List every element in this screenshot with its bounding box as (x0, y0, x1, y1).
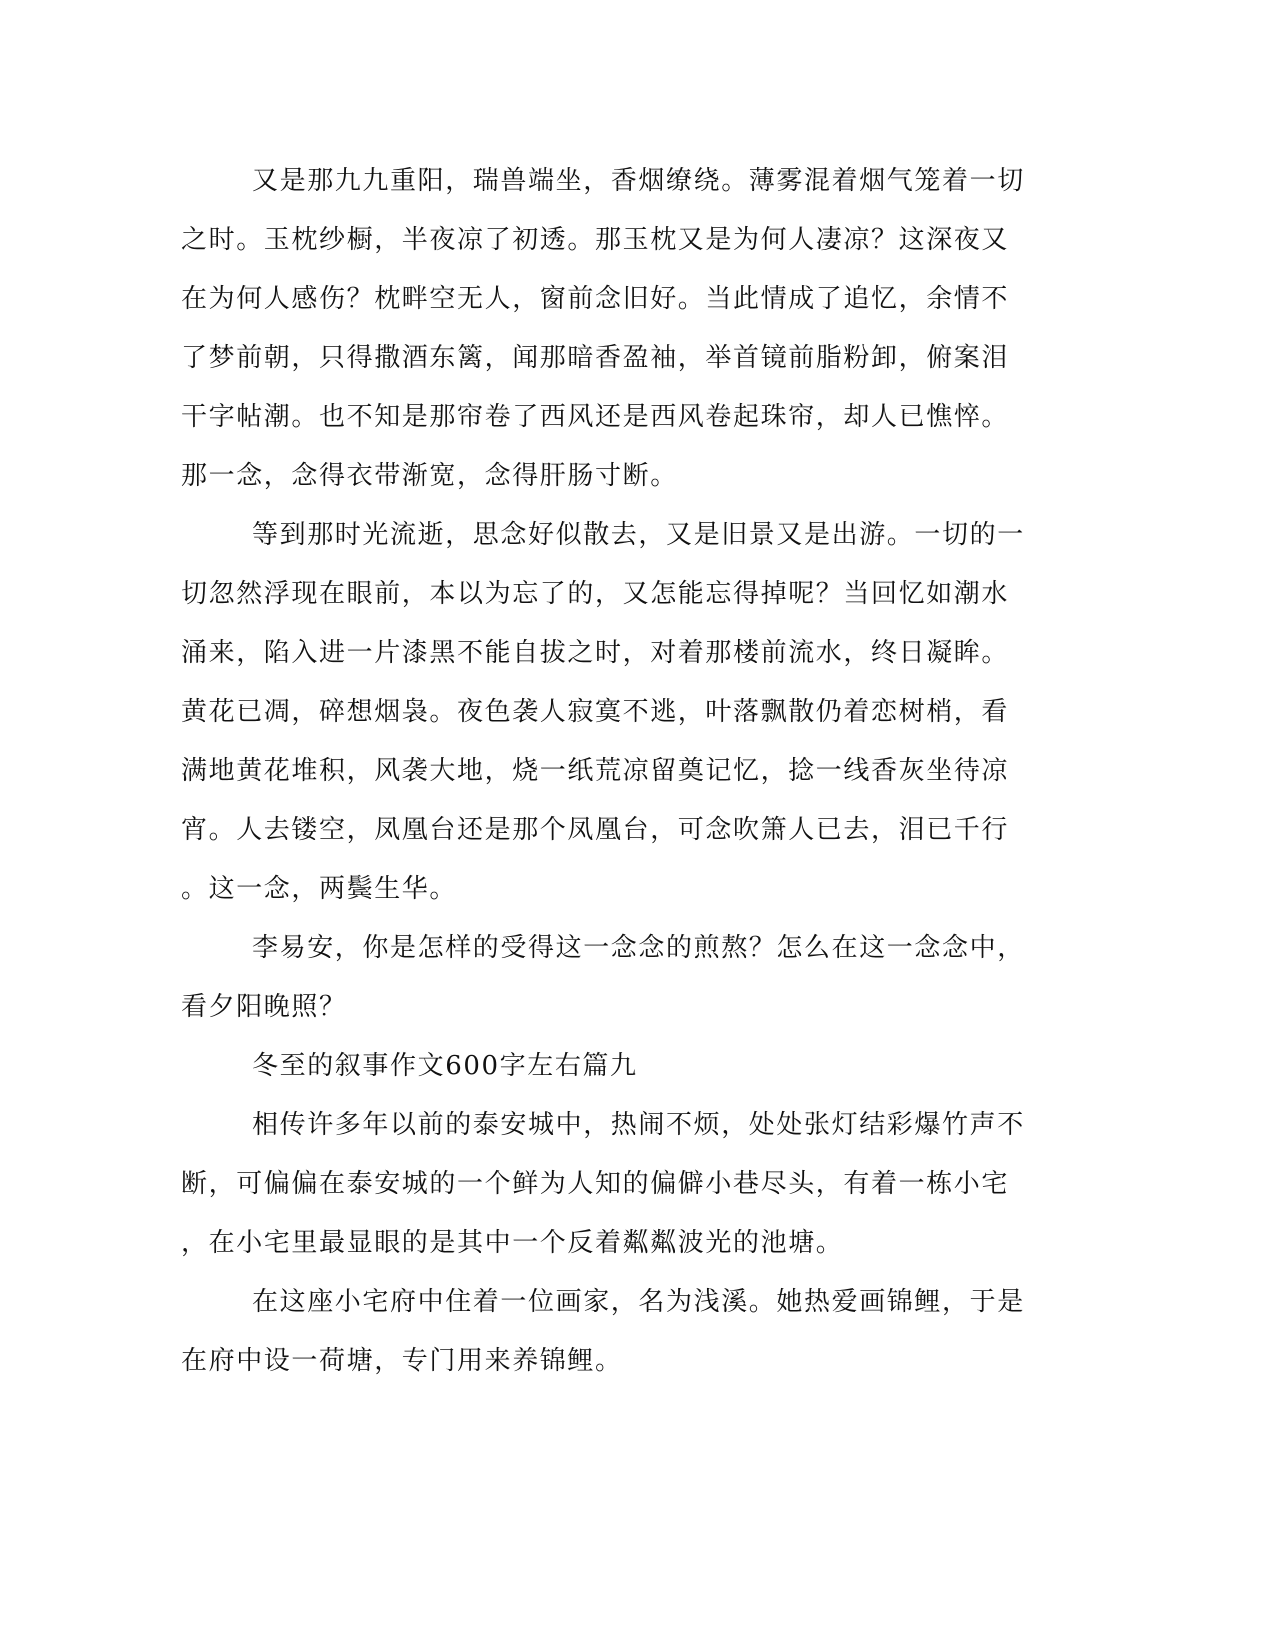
text-line: 了梦前朝，只得撒酒东篱，闻那暗香盈袖，举首镜前脂粉卸，俯案泪 (181, 343, 1010, 373)
text-line: 等到那时光流逝，思念好似散去，又是旧景又是出游。一切的一 (252, 520, 1025, 550)
text-line: 断，可偏偏在泰安城的一个鲜为人知的偏僻小巷尽头，有着一栋小宅 (181, 1169, 1010, 1199)
text-line: 涌来，陷入进一片漆黑不能自拔之时，对着那楼前流水，终日凝眸。 (181, 638, 1010, 668)
text-line: 李易安，你是怎样的受得这一念念的煎熬？怎么在这一念念中， (252, 933, 1025, 963)
text-line: 在府中设一荷塘，专门用来养锦鲤。 (181, 1346, 623, 1376)
section-heading: 冬至的叙事作文600字左右篇九 (252, 1051, 638, 1081)
text-line: 满地黄花堆积，风袭大地，烧一纸荒凉留奠记忆，捻一线香灰坐待凉 (181, 756, 1010, 786)
text-line: 。这一念，两鬓生华。 (181, 874, 458, 904)
text-line: 又是那九九重阳，瑞兽端坐，香烟缭绕。薄雾混着烟气笼着一切 (252, 166, 1025, 196)
text-line: 之时。玉枕纱橱，半夜凉了初透。那玉枕又是为何人凄凉？这深夜又 (181, 225, 1010, 255)
text-line: 相传许多年以前的泰安城中，热闹不烦，处处张灯结彩爆竹声不 (252, 1110, 1025, 1140)
text-line: 看夕阳晚照？ (181, 992, 347, 1022)
text-line: 在这座小宅府中住着一位画家，名为浅溪。她热爱画锦鲤，于是 (252, 1287, 1025, 1317)
text-line: 在为何人感伤？枕畔空无人，窗前念旧好。当此情成了追忆，余情不 (181, 284, 1010, 314)
text-line: 切忽然浮现在眼前，本以为忘了的，又怎能忘得掉呢？当回忆如潮水 (181, 579, 1010, 609)
text-line: 那一念，念得衣带渐宽，念得肝肠寸断。 (181, 461, 678, 491)
text-line: 黄花已凋，碎想烟袅。夜色袭人寂寞不逃，叶落飘散仍着恋树梢，看 (181, 697, 1010, 727)
text-line: 干字帖潮。也不知是那帘卷了西风还是西风卷起珠帘，却人已憔悴。 (181, 402, 1010, 432)
text-line: 宵。人去镂空，凤凰台还是那个凤凰台，可念吹箫人已去，泪已千行 (181, 815, 1010, 845)
text-line: ，在小宅里最显眼的是其中一个反着粼粼波光的池塘。 (181, 1228, 844, 1258)
